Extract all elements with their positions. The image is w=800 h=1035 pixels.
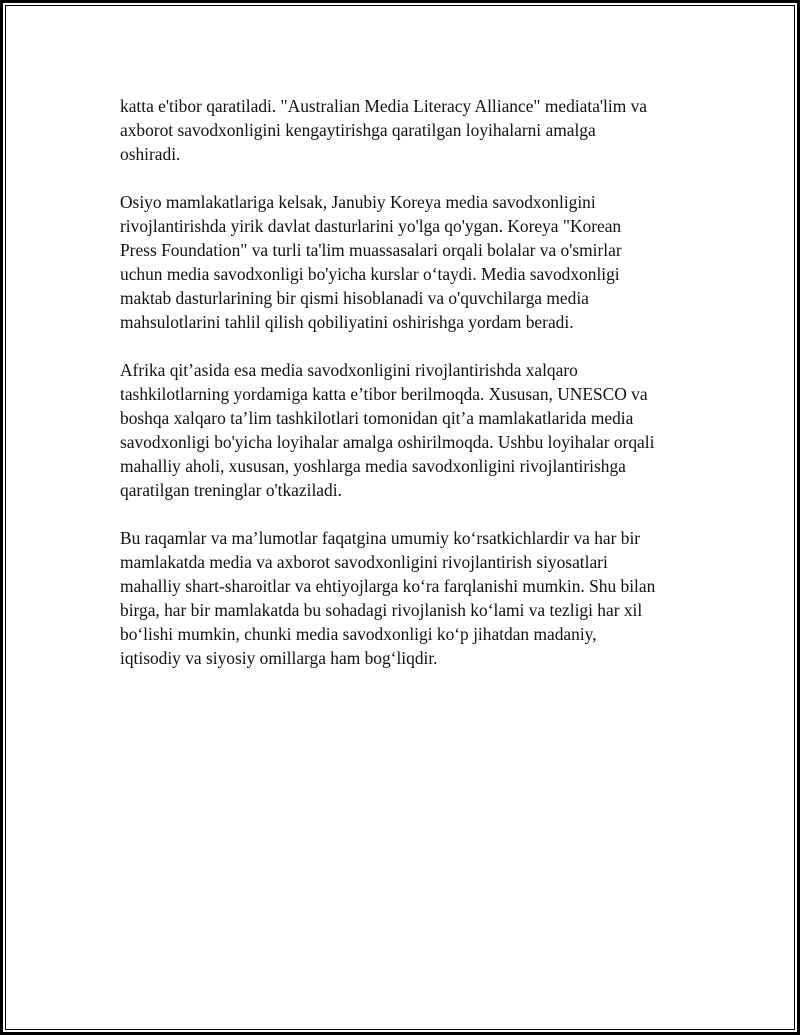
text-line: savodxonligi bo'yicha loyihalar amalga oshirilmoqda. Ushbu loyihalar orqali — [120, 432, 655, 452]
text-line: tashkilotlarning yordamiga katta e’tibor berilmoqda. Xususan, UNESCO va — [120, 384, 648, 404]
text-line: axborot savodxonligini kengaytirishga qaratilgan loyihalarni amalga — [120, 120, 596, 140]
text-line: mahsulotlarini tahlil qilish qobiliyatini oshirishga yordam beradi. — [120, 312, 574, 332]
text-line: mahalliy shart-sharoitlar va ehtiyojlarga ko‘ra farqlanishi mumkin. Shu bilan — [120, 576, 656, 596]
text-line: uchun media savodxonligi bo'yicha kurslar o‘taydi. Media savodxonligi — [120, 264, 620, 284]
text-line: Osiyo mamlakatlariga kelsak, Janubiy Koreya media savodxonligini — [120, 192, 596, 212]
text-line: mamlakatda media va axborot savodxonligini rivojlantirish siyosatlari — [120, 552, 608, 572]
text-line: bo‘lishi mumkin, chunki media savodxonligi ko‘p jihatdan madaniy, — [120, 624, 597, 644]
paragraph-1 — [120, 94, 695, 166]
text-line: oshiradi. — [120, 144, 181, 164]
text-line: katta e'tibor qaratiladi. "Australian Media Literacy Alliance" mediata'lim va — [120, 96, 648, 116]
text-line: rivojlantirishda yirik davlat dasturlarini yo'lga qo'ygan. Koreya "Korean — [120, 216, 622, 236]
text-line: Afrika qit’asida esa media savodxonligini rivojlantirishda xalqaro — [120, 360, 578, 380]
text-line: maktab dasturlarining bir qismi hisoblanadi va o'quvchilarga media — [120, 288, 589, 308]
paragraph-3 — [120, 358, 695, 502]
text-line: birga, har bir mamlakatda bu sohadagi rivojlanish ko‘lami va tezligi har xil — [120, 600, 643, 620]
text-line: boshqa xalqaro ta’lim tashkilotlari tomonidan qit’a mamlakatlarida media — [120, 408, 634, 428]
document-body — [120, 94, 695, 694]
text-line: qaratilgan treninglar o'tkaziladi. — [120, 480, 342, 500]
paragraph-2 — [120, 190, 695, 334]
text-line: mahalliy aholi, xususan, yoshlarga media savodxonligini rivojlantirishga — [120, 456, 626, 476]
paragraph-4 — [120, 526, 695, 670]
text-line: iqtisodiy va siyosiy omillarga ham bog‘liqdir. — [120, 648, 438, 668]
text-line: Bu raqamlar va ma’lumotlar faqatgina umumiy ko‘rsatkichlardir va har bir — [120, 528, 641, 548]
text-line: Press Foundation" va turli ta'lim muassasalari orqali bolalar va o'smirlar — [120, 240, 622, 260]
